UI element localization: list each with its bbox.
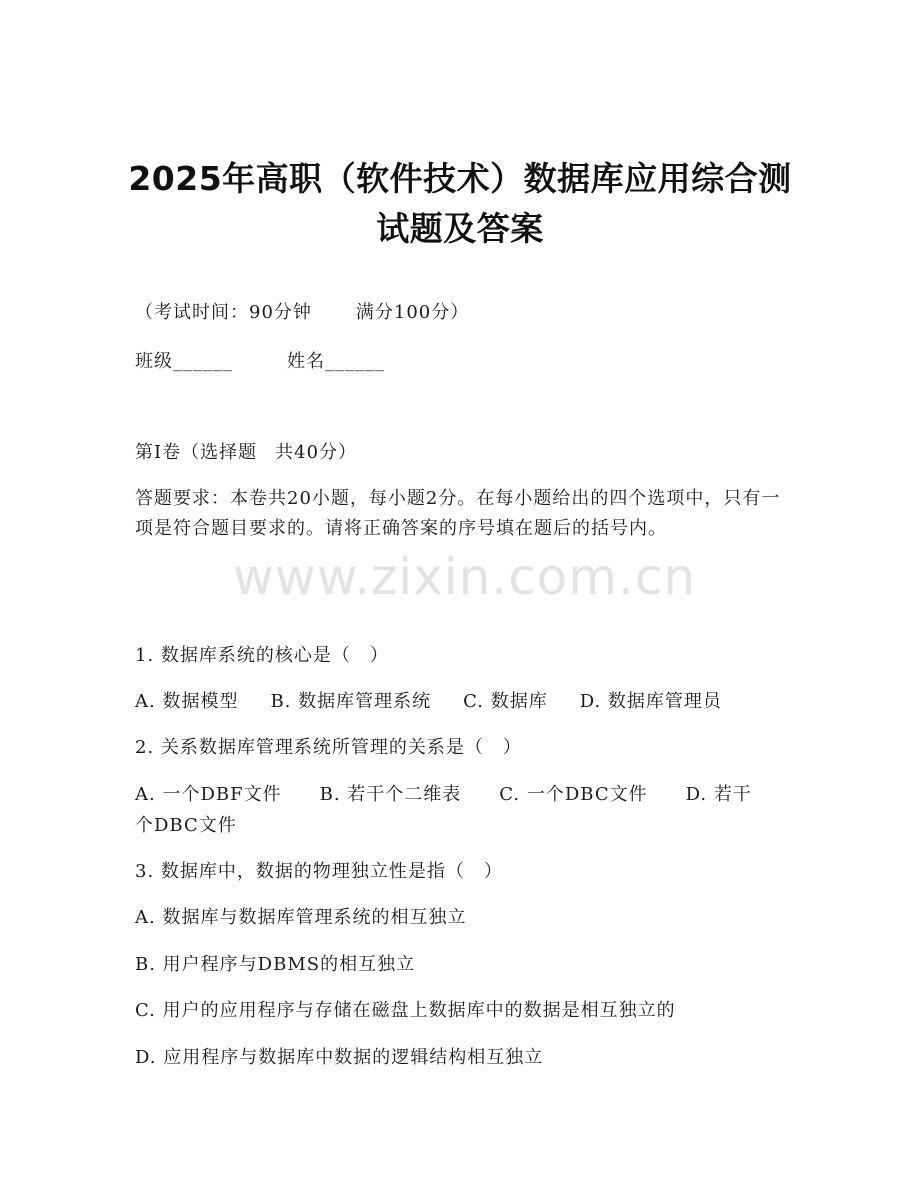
name-field-label: 姓名______ — [287, 351, 385, 372]
q1-option-b: B. 数据库管理系统 — [270, 691, 432, 712]
q1-option-c: C. 数据库 — [463, 691, 548, 712]
exam-time-text: （考试时间：90分钟 — [135, 302, 312, 323]
question-1-stem: 1. 数据库系统的核心是（ ） — [135, 645, 389, 666]
q3-option-c: C. 用户的应用程序与存储在磁盘上数据库中的数据是相互独立的 — [135, 1000, 676, 1021]
question-2-options-line-2: 个DBC文件 — [135, 815, 237, 836]
question-2-stem: 2. 关系数据库管理系统所管理的关系是（ ） — [135, 737, 522, 758]
exam-time-info — [135, 300, 469, 326]
page-title-line-2: 试题及答案 — [376, 209, 544, 248]
class-field-label: 班级______ — [135, 351, 233, 372]
q1-option-d: D. 数据库管理员 — [579, 691, 722, 712]
section-instructions: 答题要求：本卷共20小题，每小题2分。在每小题给出的四个选项中，只有一项是符合题目要求的。请将正确答案的序号填在题后的括号内。 — [135, 488, 781, 539]
student-info-row — [135, 349, 385, 375]
q3-option-b: B. 用户程序与DBMS的相互独立 — [135, 954, 416, 975]
full-score-text: 满分100分） — [355, 302, 470, 323]
question-3-stem: 3. 数据库中，数据的物理独立性是指（ ） — [135, 861, 503, 882]
section-heading-text: 第I卷（选择题 — [135, 442, 258, 463]
section-heading-score: 共40分） — [275, 442, 358, 463]
watermark: www.zixin.com.cn — [233, 548, 697, 606]
q3-option-a: A. 数据库与数据库管理系统的相互独立 — [135, 907, 467, 928]
q3-option-d: D. 应用程序与数据库中数据的逻辑结构相互独立 — [135, 1047, 544, 1068]
question-2-options-line-1: A. 一个DBF文件 B. 若干个二维表 C. 一个DBC文件 D. 若干 — [135, 784, 752, 805]
section-heading — [135, 440, 357, 466]
q1-option-a: A. 数据模型 — [135, 691, 239, 712]
question-1-options — [135, 689, 722, 715]
page-title-line-1: 2025年高职（软件技术）数据库应用综合测 — [128, 159, 792, 198]
